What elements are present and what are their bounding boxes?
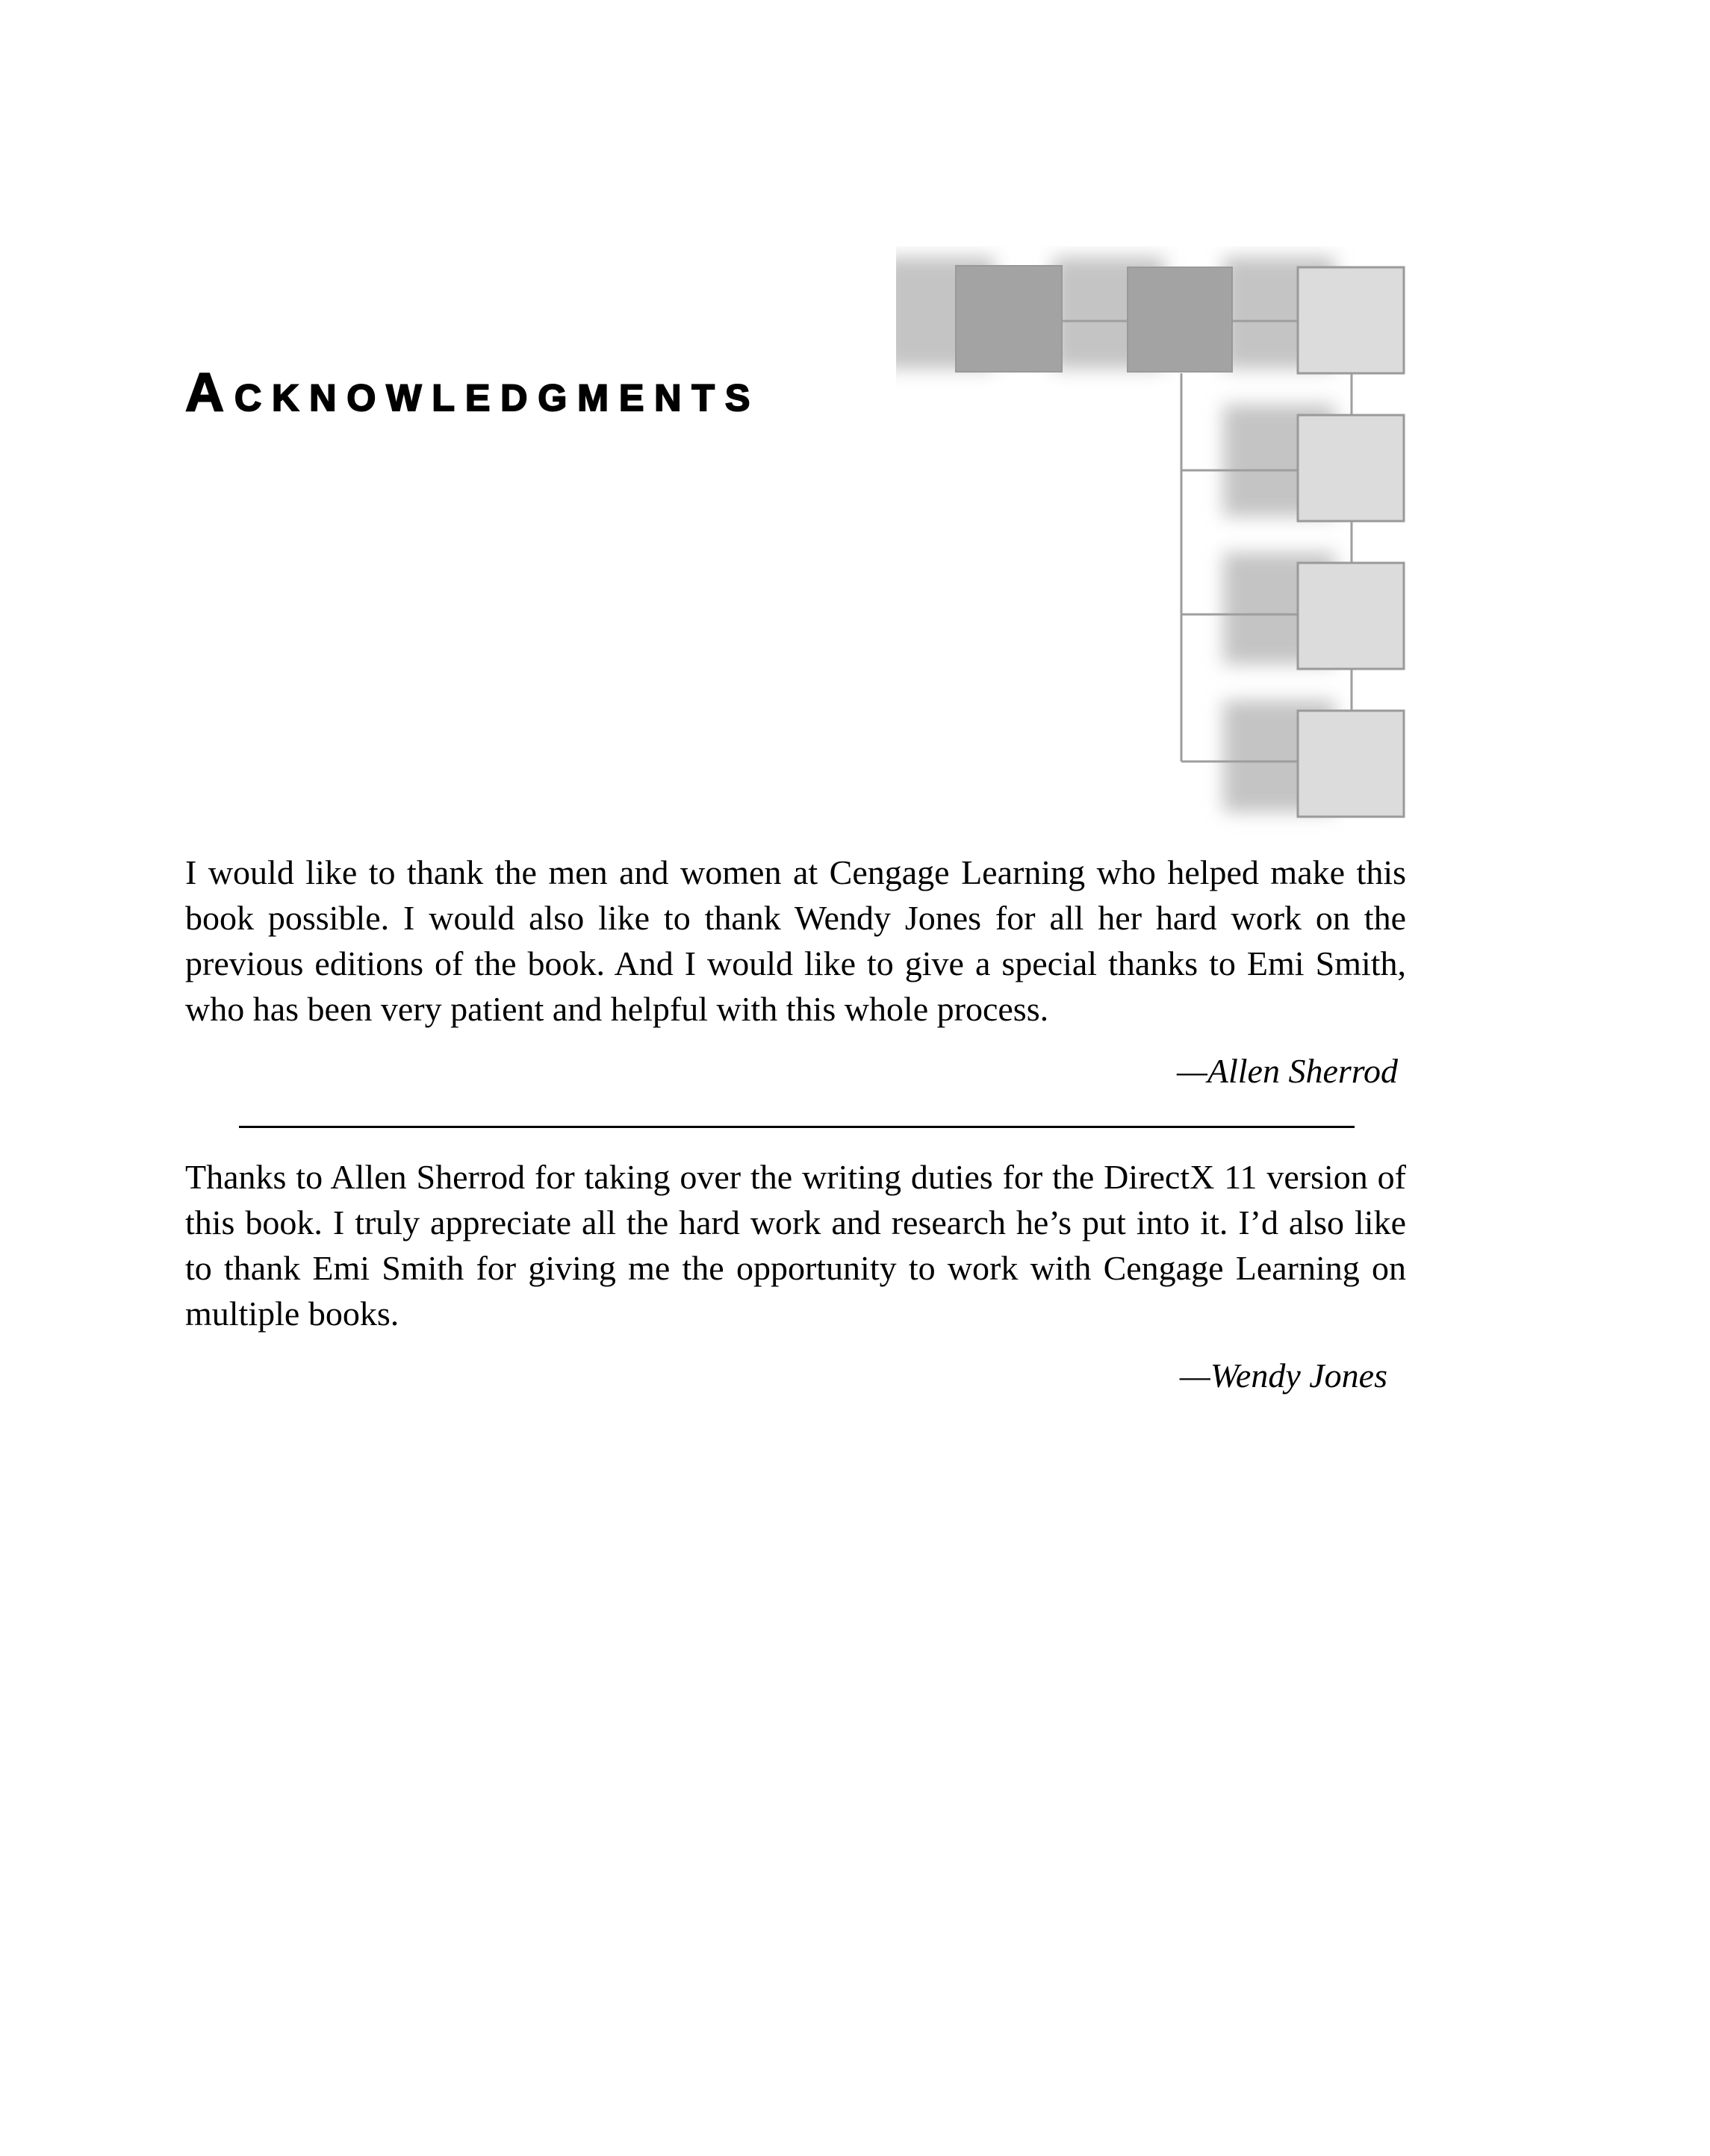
dark-box	[1128, 267, 1232, 372]
dark-box	[956, 266, 1062, 372]
chapter-box-diagram-icon	[896, 246, 1419, 866]
acknowledgment-paragraph: I would like to thank the men and women at Cengage Learning who helped make this book possible. I would also like to thank Wendy Jones for all her hard work on the previous editions of the book. And I would like to give a special thanks to Emi Smith, who has been very patient and helpful with this whole process.	[185, 853, 1406, 1028]
acknowledgment-paragraph: Thanks to Allen Sherrod for taking over the writing duties for the DirectX 11 version of this book. I truly appreciate all the hard work and research he’s put into it. I’d also like to thank Emi Smith for giving me the opportunity to work with Cengage Learning on multiple books.	[185, 1158, 1406, 1333]
page-title: Acknowledgments	[185, 363, 761, 423]
signature: —Allen Sherrod	[1177, 1052, 1398, 1090]
divider	[239, 1126, 1355, 1128]
signature: —Wendy Jones	[1179, 1356, 1387, 1395]
